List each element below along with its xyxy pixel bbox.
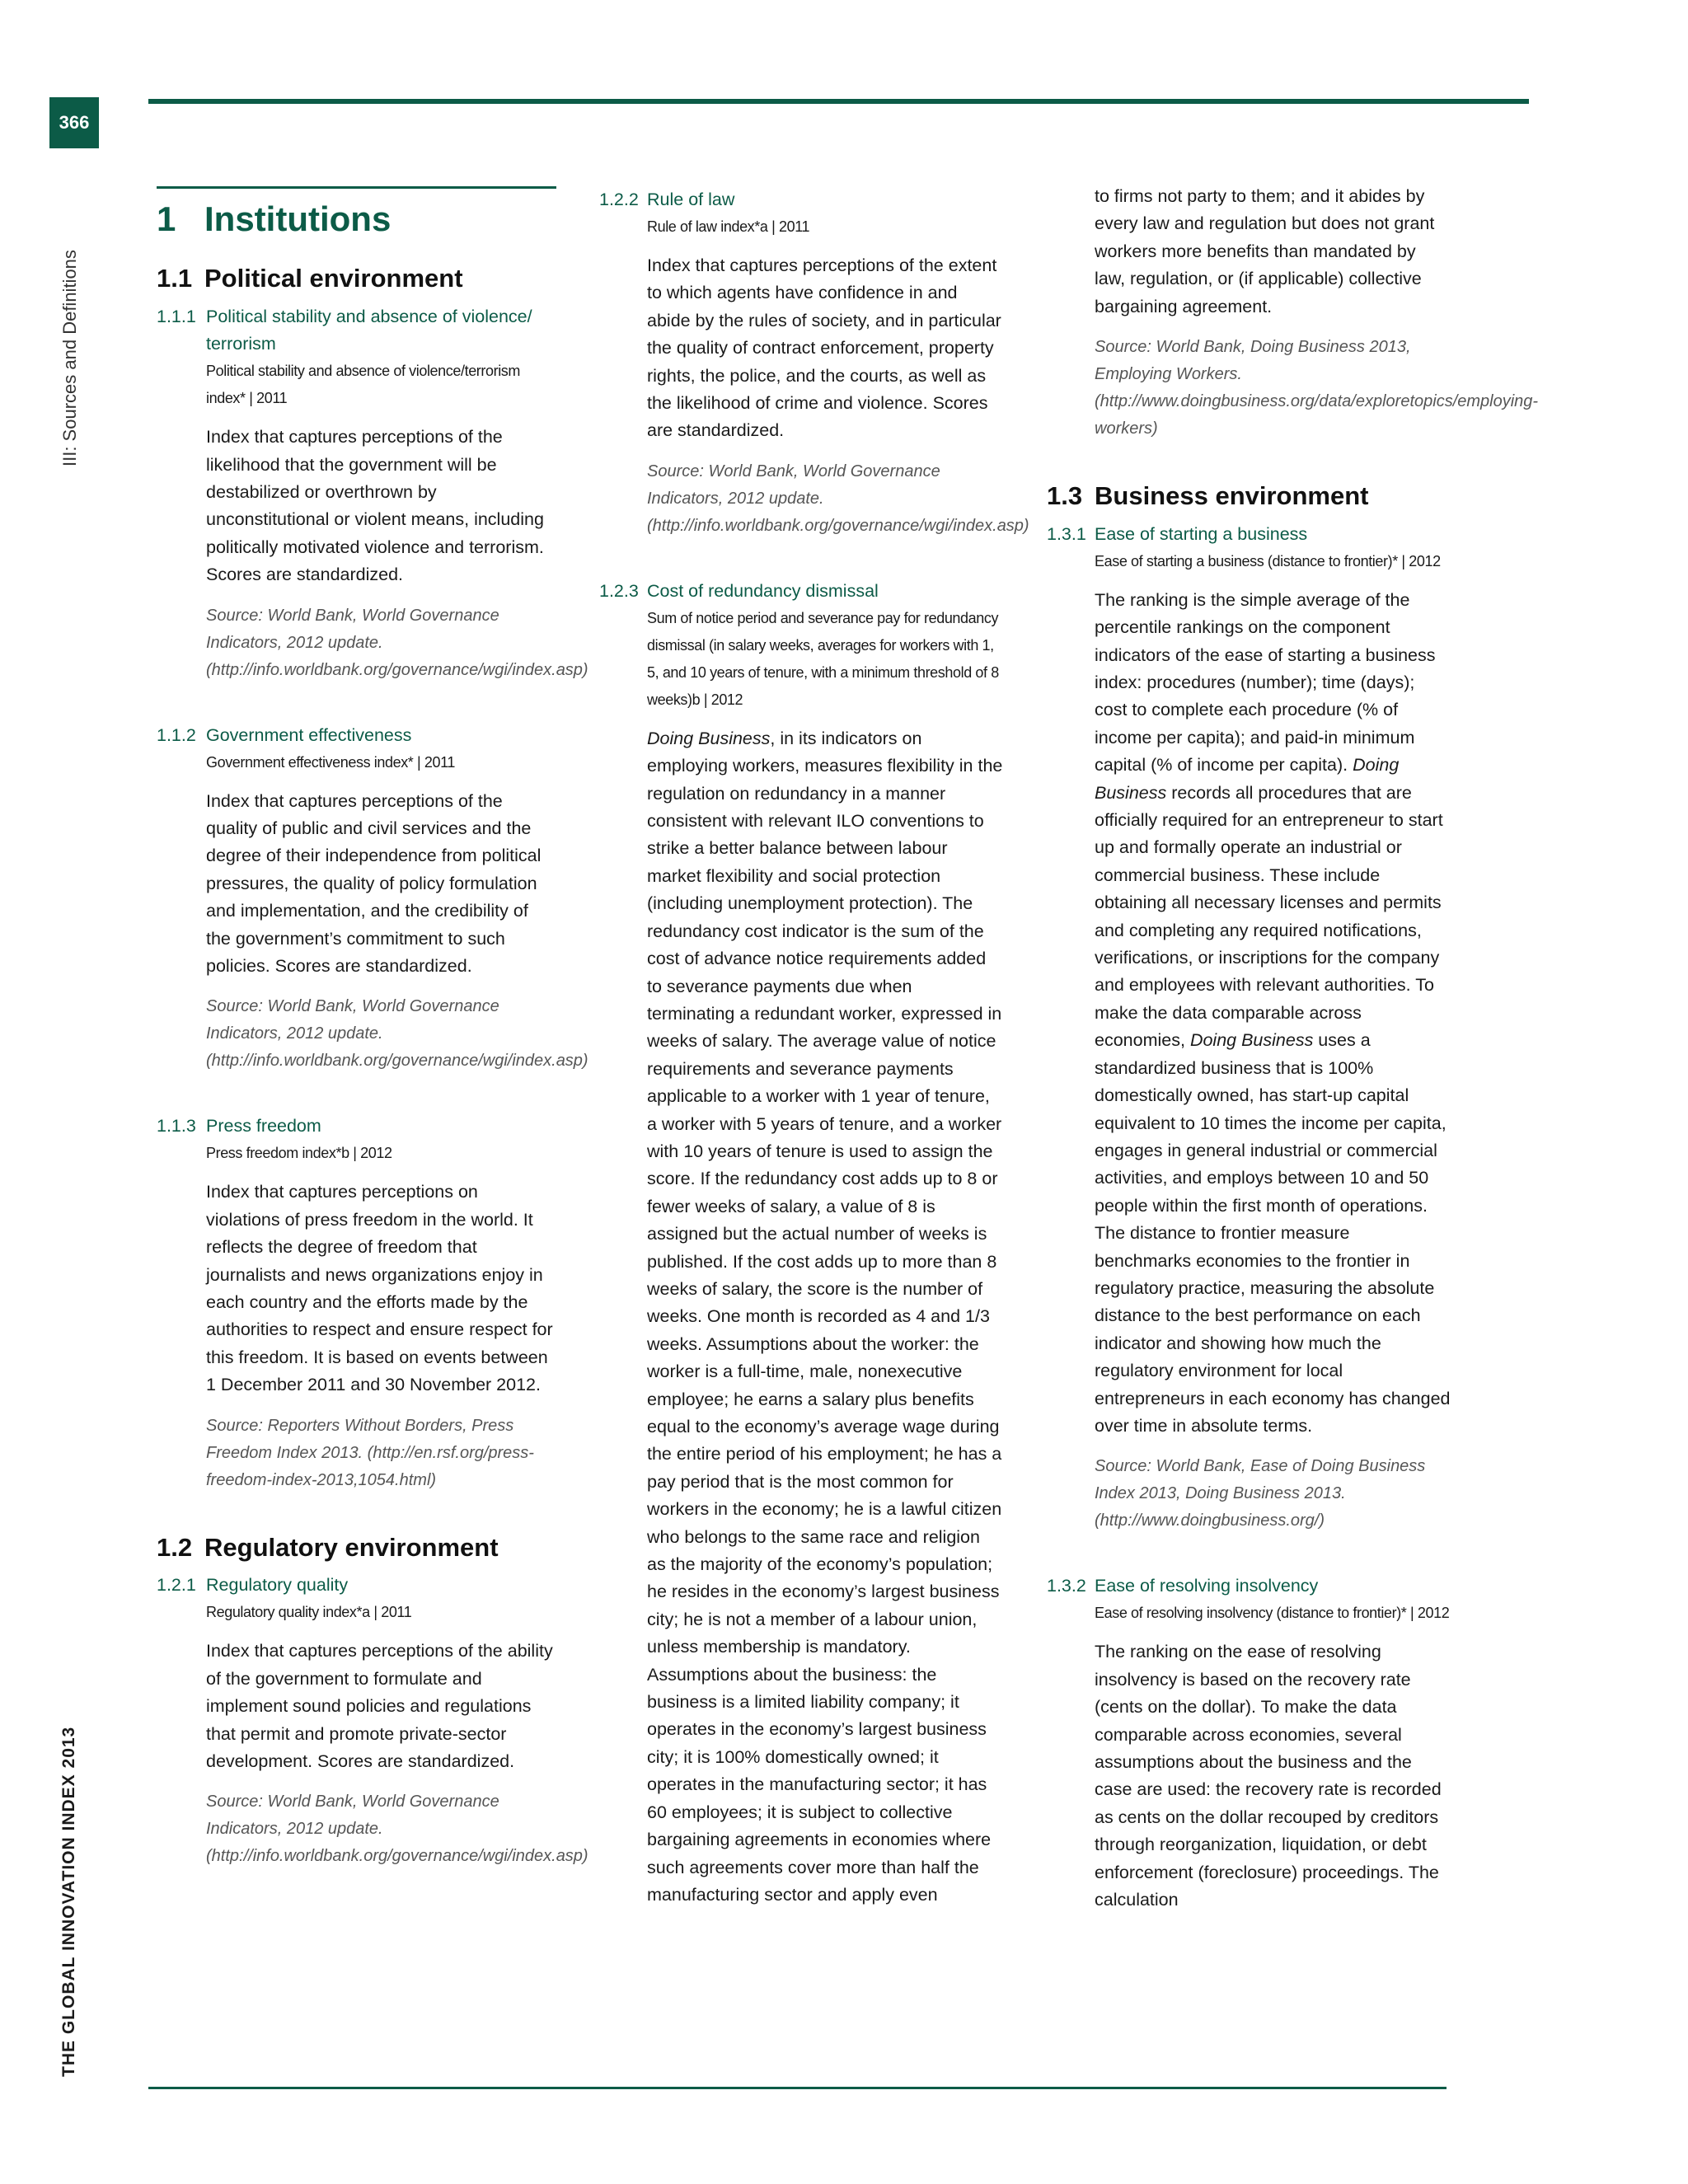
indicator-description: Index that captures perceptions on violations of press freedom in the world. It reflects the degree of freedom that journalists and news organizations enjoy in each country and the efforts made by the authorities to respect and ensure respect for this freedom. It is based on events between 1 December 2011 and 30 November 2012.	[206, 1182, 553, 1395]
indicator-source: Source: Reporters Without Borders, Press Freedom Index 2013. (http://en.rsf.org/press-freedom-index-2013,1054.html)	[206, 1416, 534, 1489]
indicator-description: Index that captures perceptions of the quality of public and civil services and the degree of their independence from political pressures, the quality of policy formulation and implementation, and the credibility of the government’s commitment to such policies. Scores are standardized.	[206, 790, 542, 977]
side-label-top: III: Sources and Definitions	[59, 250, 80, 466]
indicator-1-1-3	[157, 1113, 556, 1493]
indicator-subtitle: Sum of notice period and severance pay for redundancy dismissal (in salary weeks, averages for workers with 1, 5, and 10 years of tenure, with a minimum threshold of 8 weeks)b | 2012	[647, 609, 999, 708]
indicator-subtitle: Ease of resolving insolvency (distance to frontier)* | 2012	[1095, 1605, 1450, 1622]
top-rule	[148, 99, 1529, 104]
indicator-subtitle: Rule of law index*a | 2011	[647, 218, 810, 235]
chapter-title: 1 Institutions	[157, 199, 392, 238]
column-1	[157, 186, 588, 1908]
indicator-source: Source: World Bank, Doing Business 2013, Employing Workers. (http://www.doingbusiness.org/data/exploretopics/employing-workers)	[1095, 338, 1539, 438]
indicator-1-2-1	[157, 1572, 588, 1870]
indicator-subtitle: Regulatory quality index*a | 2011	[206, 1604, 412, 1621]
indicator-1-3-2	[1047, 1572, 1451, 1914]
chapter-rule	[157, 186, 556, 189]
indicator-subtitle: Press freedom index*b | 2012	[206, 1145, 392, 1162]
indicator-1-1-1	[157, 303, 588, 683]
indicator-source: Source: World Bank, World Governance Indicators, 2012 update. (http://info.worldbank.org/governance/wgi/index.asp)	[647, 462, 1029, 535]
page-number: 366	[49, 97, 99, 148]
indicator-description: The ranking is the simple average of the percentile rankings on the component indicators of the ease of starting a business index: procedures (number); time (days); cost to complete each procedure (% of income per capita); and paid-in minimum capital (% of income per capita). Doing Business records all procedures that are officially required for an entrepreneur to start up and formally operate an industrial or commercial business. These include obtaining all necessary licenses and permits and completing any required notifications, verifications, or inscriptions for the company and employees with relevant authorities. To make the data comparable across economies, Doing Business uses a standardized business that is 100% domestically owned, has start-up capital equivalent to 10 times the income per capita, engages in general industrial or commercial activities, and employs between 10 and 50 people within the first month of operations. The distance to frontier measure benchmarks economies to the frontier in regulatory practice, measuring the absolute distance to the best performance on each indicator and showing how much the regulatory environment for local entrepreneurs in each economy has changed over time in absolute terms.	[1095, 589, 1451, 1436]
section-title-1-2: 1.2 Regulatory environment	[157, 1532, 499, 1562]
section-title-1-1: 1.1 Political environment	[157, 264, 463, 293]
indicator-title: 1.1.1 Political stability and absence of violence/ terrorism	[157, 307, 532, 354]
indicator-1-1-2	[157, 722, 588, 1076]
indicator-subtitle: Ease of starting a business (distance to frontier)* | 2012	[1095, 552, 1441, 569]
indicator-description: Index that captures perceptions of the ability of the government to formulate and implement sound policies and regulations that permit and promote private-sector development. Scores are standardized.	[206, 1641, 553, 1772]
indicator-subtitle: Government effectiveness index* | 2011	[206, 753, 455, 771]
indicator-description: Doing Business, in its indicators on employing workers, measures flexibility in the regulation on redundancy in a manner consistent with relevant ILO conventions to strike a better balance between labour market flexibility and social protection (including unemployment protection). The redundancy cost indicator is the sum of the cost of advance notice requirements added to severance payments due when terminating a redundant worker, expressed in weeks of salary. The average value of notice requirements and severance payments applicable to a worker with 1 year of tenure, a worker with 5 years of tenure, and a worker with 10 years of tenure is used to assign the score. If the redundancy cost adds up to 8 or fewer weeks of salary, a value of 8 is assigned but the actual number of weeks is published. If the cost adds up to more than 8 weeks of salary, the score is the number of weeks. One month is recorded as 4 and 1/3 weeks. Assumptions about the worker: the worker is a full-time, male, nonexecutive employee; he earns a salary plus benefits equal to the economy’s average wage during the entire period of his employment; he has a pay period that is the most common for workers in the economy; he is a lawful citizen who belongs to the same race and religion as the majority of the economy’s population; he resides in the economy’s largest business city; he is not a member of a labour union, unless membership is mandatory. Assumptions about the business: the business is a limited liability company; it operates in the economy’s largest business city; it is 100% domestically owned; it operates in the manufacturing sector; it has 60 employees; it is subject to collective bargaining agreements in economies where such agreements cover more than half the manufacturing sector and apply even	[647, 728, 1003, 1905]
indicator-description-continued: to firms not party to them; and it abides by every law and regulation but does not grant workers more benefits than mandated by law, regulation, or (if applicable) collective bargaining agreement.	[1095, 186, 1435, 316]
column-3	[1047, 186, 1539, 1952]
indicator-title: 1.2.2 Rule of law	[599, 190, 735, 209]
indicator-title: 1.2.3 Cost of redundancy dismissal	[599, 580, 879, 601]
indicator-description: Index that captures perceptions of the extent to which agents have confidence in and abide by the rules of society, and in particular the quality of contract enforcement, property rights, the police, and the courts, as well as the likelihood of crime and violence. Scores are standardized.	[647, 255, 1001, 441]
indicator-1-2-3-continued	[1047, 183, 1539, 443]
indicator-description: Index that captures perceptions of the likelihood that the government will be destabilized or overthrown by unconstitutional or violent means, including politically motivated violence and terrorism. Scores are standardized.	[206, 427, 544, 585]
indicator-title: 1.1.3 Press freedom	[157, 1116, 321, 1137]
indicator-1-2-2	[599, 186, 1029, 540]
section-title-1-3: 1.3 Business environment	[1047, 481, 1369, 511]
side-label-bottom: THE GLOBAL INNOVATION INDEX 2013	[59, 1726, 78, 2077]
bottom-rule	[148, 2087, 1447, 2089]
indicator-description: The ranking on the ease of resolving insolvency is based on the recovery rate (cents on the dollar). To make the data comparable across economies, several assumptions about the business and the case are used: the recovery rate is recorded as cents on the dollar recouped by creditors through reorganization, liquidation, or debt enforcement (foreclosure) proceedings. The calculation	[1095, 1642, 1442, 1910]
indicator-source: Source: World Bank, World Governance Indicators, 2012 update. (http://info.worldbank.org/governance/wgi/index.asp)	[206, 997, 588, 1071]
indicator-title: 1.3.1 Ease of starting a business	[1047, 523, 1308, 544]
column-2	[599, 186, 1029, 1947]
indicator-1-2-3	[599, 578, 1003, 1909]
indicator-subtitle: Political stability and absence of violence/terrorism index* | 2011	[206, 363, 520, 407]
indicator-title: 1.2.1 Regulatory quality	[157, 1575, 349, 1596]
indicator-source: Source: World Bank, World Governance Indicators, 2012 update. (http://info.worldbank.org/governance/wgi/index.asp)	[206, 1793, 588, 1866]
indicator-title: 1.3.2 Ease of resolving insolvency	[1047, 1576, 1319, 1596]
indicator-title: 1.1.2 Government effectiveness	[157, 724, 412, 745]
indicator-source: Source: World Bank, World Governance Indicators, 2012 update. (http://info.worldbank.org/governance/wgi/index.asp)	[206, 606, 588, 679]
indicator-source: Source: World Bank, Ease of Doing Business Index 2013, Doing Business 2013. (http://www.doingbusiness.org/)	[1095, 1457, 1426, 1530]
indicator-1-3-1	[1047, 521, 1451, 1535]
